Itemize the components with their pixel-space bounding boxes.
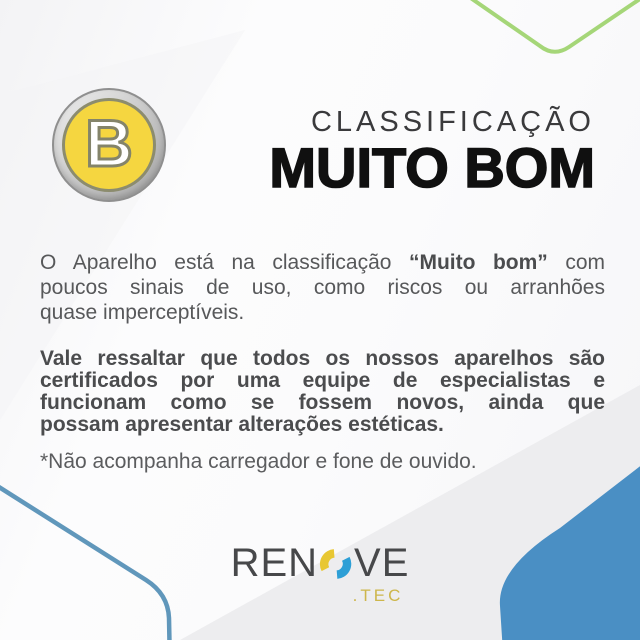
- paragraph-intro: [40, 250, 605, 325]
- brand-wordmark: [231, 543, 410, 583]
- paragraph-guarantee: [40, 348, 605, 436]
- brand-logo: [231, 543, 410, 606]
- footnote: *Não acompanha carregador e fone de ouvido.: [40, 450, 477, 473]
- text-line: funcionam como se fossem novos, ainda que: [40, 391, 605, 414]
- classification-kicker: CLASSIFICAÇÃO: [310, 106, 595, 138]
- grade-badge: [52, 88, 166, 202]
- recycle-arc-blue: [337, 559, 347, 575]
- description-block: [40, 250, 605, 474]
- text-line: possam apresentar alterações estéticas.: [40, 413, 444, 436]
- text-line: poucos sinais de uso, como riscos ou arranhões: [40, 276, 605, 299]
- logo-text-left: REN: [230, 541, 319, 585]
- grade-badge-core: [62, 98, 156, 192]
- logo-suffix: .TEC: [352, 586, 404, 605]
- header: [269, 106, 595, 199]
- blue-diamond-outline: [0, 470, 170, 640]
- grade-letter: B: [85, 106, 133, 180]
- text-line: certificados por uma equipe de especialistas e: [40, 369, 605, 392]
- green-diamond-outline: [436, 0, 640, 52]
- text-line: Vale ressaltar que todos os nossos aparelhos são: [40, 347, 605, 370]
- recycle-arc-yellow: [325, 553, 335, 569]
- text-line: O Aparelho está na classificação “Muito bom” com: [40, 251, 605, 274]
- text-line: quase imperceptíveis.: [40, 301, 245, 324]
- recycle-o-icon: [319, 547, 353, 581]
- logo-text-right: VE: [354, 541, 410, 585]
- page-title: MUITO BOM: [269, 136, 595, 199]
